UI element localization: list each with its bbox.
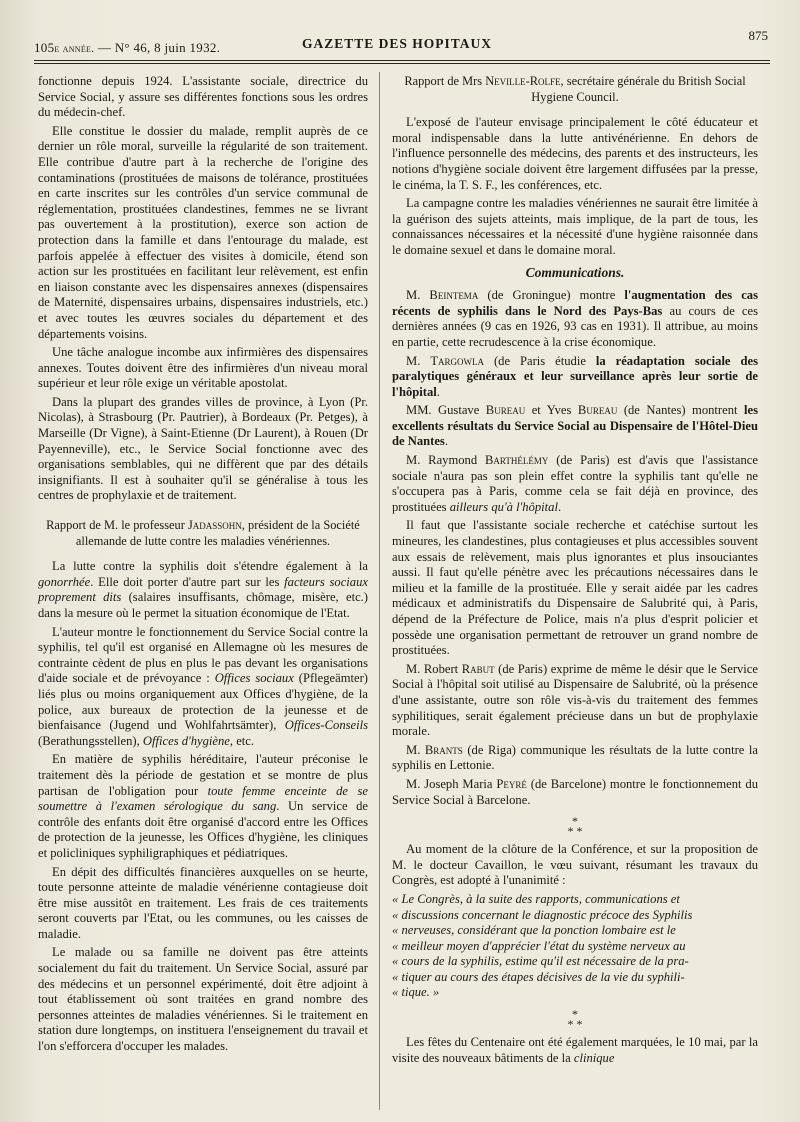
communication-beintema: M. Beintema (de Groningue) montre l'augmentation des cas récents de syphilis dans le Nord des Pays-Bas au cours de ces dernières années (9 cas en 1926, 93 cas en 1931). Il attribue, au moins en partie, cette recrudescence à la crise économique.	[392, 288, 759, 349]
left-column	[38, 74, 368, 1058]
header-rule-thin	[34, 63, 770, 64]
paragraph: En matière de syphilis héréditaire, l'auteur préconise le traitement dès la période de gestation et se montre de plus partisan de l'obligation pour toute femme enceinte de se soumettre à l'examen sérologique du sang. Un service de contrôle des enfants doit être organisé d'accord entre les Offices de protection de la jeunesse, les Offices d'hygiène, les cliniques et policliniques syphiligraphiques et pédiatriques.	[38, 752, 368, 860]
journal-title: GAZETTE DES HOPITAUX	[302, 36, 493, 51]
right-column	[392, 74, 758, 1069]
column-divider	[379, 72, 380, 1110]
quote-line: « meilleur moyen d'apprécier l'état du système nerveux au	[392, 938, 686, 953]
quote-line: « tique. »	[392, 985, 440, 1000]
page-header	[34, 26, 770, 60]
header-rule	[34, 60, 770, 61]
issue-info: 105e année. — N° 46, 8 juin 1932.	[34, 40, 221, 55]
communication-rabut: M. Robert Rabut (de Paris) exprime de même le désir que le Service Social à l'hôpital soit utilisé au Dispensaire de Salubrité, où la présence d'une assistante, outre son rôle vis-à-vis du traitement des femmes syphilitiques, serait également précieuse dans un but de prophylaxie morale.	[392, 661, 758, 739]
quote-line: « Le Congrès, à la suite des rapports, communications et	[392, 891, 680, 906]
report-heading-neville-rolfe: Rapport de Mrs Neville-Rolfe, secrétaire générale du British Social Hygiene Council.	[404, 74, 746, 104]
communication-bureau: MM. Gustave Bureau et Yves Bureau (de Nantes) montrent les excellents résultats du Service Social au Dispensaire de l'Hôtel-Dieu de Nantes.	[392, 403, 758, 449]
paragraph: En dépit des difficultés financières auxquelles on se heurte, toute personne atteinte de maladie vénérienne contagieuse doit être mise aussitôt en traitement. Les frais de ces traitements seront couverts par l'Etat, ou les communes, ou les caisses de maladie.	[38, 864, 368, 941]
communication-brants: M. Brants (de Riga) communique les résultats de la lutte contre la syphilis en Lettonie.	[392, 742, 759, 773]
section-title: Communications.	[525, 264, 625, 280]
resolution-quote	[392, 892, 758, 1001]
asterism-separator: * * *	[567, 1007, 583, 1032]
paragraph: L'exposé de l'auteur envisage principalement le côté éducateur et moral indispensable dans la lutte antivénérienne. En dehors de l'influence personnelle des médecins, des parents et des instructeurs, les notions d'hygiène sociale doivent être largement diffusées par la presse, le cinéma, la T. S. F., les conférences, etc.	[392, 115, 758, 192]
report-heading-jadassohn: Rapport de M. le professeur Jadassohn, président de la Société allemande de lutte contre les maladies vénériennes.	[46, 518, 360, 548]
paragraph: Dans la plupart des grandes villes de province, à Lyon (Pr. Nicolas), à Strasbourg (Pr. Pautrier), à Bordeaux (Pr. Petges), à Marseille (Dr Vigne), à Saint-Etienne (Dr Laurent), à Rouen (Dr Payenneville), etc., le Service Social fonctionne avec des organisations semblables, qui ne diffèrent que par des détails insignifiants. Il est à souhaiter qu'il se généralise à tous les centres de prophylaxie et de traitement.	[38, 394, 368, 503]
paragraph: La campagne contre les maladies vénériennes ne saurait être limitée à la guérison des sujets atteints, mais implique, de la part de tous, les connaissances nécessaires et la nécessité d'une hygiène raisonnée dans le domaine sexuel et dans le domaine moral.	[392, 196, 758, 257]
quote-line: « cours de la syphilis, estime qu'il est nécessaire de la pra-	[392, 954, 689, 969]
paragraph: L'auteur montre le fonctionnement du Service Social contre la syphilis, tel qu'il est organisé en Allemagne où les mesures de contrainte cèdent de plus en plus le pas devant les organisations d'aide sociale et de prévoyance : Offices sociaux (Pflegeämter) liés plus ou moins organiquement aux Offices d'hygiène, de la police, aux bureaux de protection de la jeunesse et de bienfaisance (Jugend und Wohlfahrtsämter), Offices-Conseils (Berathungsstellen), Offices d'hygiène, etc.	[38, 624, 368, 748]
communication-barthelemy: M. Raymond Barthélémy (de Paris) est d'avis que l'assistance sociale n'aura pas son plein effet contre la syphilis tant qu'elle ne s'occupera pas à Paris, comme cela se fait déjà en province, des prostituées ailleurs qu'à l'hôpital.	[392, 453, 758, 514]
quote-line: « discussions concernant le diagnostic précoce des Syphilis	[392, 907, 693, 922]
communication-peyre: M. Joseph Maria Peyré (de Barcelone) montre le fonctionnement du Service Social à Barcelone.	[392, 776, 758, 807]
quote-line: « nerveuses, considérant que la ponction lombaire est le	[392, 923, 676, 938]
paragraph: fonctionne depuis 1924. L'assistante sociale, directrice du Service Social, y assure ses différentes fonctions sous les ordres du médecin-chef.	[38, 74, 368, 120]
paragraph: Le malade ou sa famille ne doivent pas être atteints socialement du fait du traitement. Un Service Social, assuré par des médecins et un personnel expérimenté, doit être adjoint à tout établissement où sont traitées en grand nombre des personnes atteintes de maladies vénériennes. Si le traitement en station dure longtemps, on instituera l'enseignement du travail et l'on s'efforcera d'occuper les malades.	[38, 945, 368, 1054]
quote-line: « tiquer au cours des étapes décisives de la vie du syphili-	[392, 969, 685, 984]
paragraph: Au moment de la clôture de la Conférence, et sur la proposition de M. le docteur Cavaillon, le vœu suivant, résumant les travaux du Congrès, est adopté à l'unanimité :	[392, 842, 758, 888]
paragraph: Une tâche analogue incombe aux infirmières des dispensaires annexes. Toutes doivent être des infirmières d'un niveau moral supérieur et leur rôle exige un véritable apostolat.	[38, 345, 368, 391]
paragraph: Il faut que l'assistante sociale recherche et catéchise surtout les mineures, les clandestines, plus contagieuses et plus accessibles souvent aux essais de relèvement, mais plus ignorantes et plus insouciantes aussi. Il faut qu'elle pénètre avec les précautions nécessaires dans le milieu et la famille de la prostituée. Elle y serait aidée par les cadres médicaux et administratifs du Dispensaire de Salubrité qui, à Paris, dépend de la Préfecture de Police, mais n'a plus d'esprit policier et possède une organisation permettant de retrouver un grand nombre de prostituées.	[392, 518, 758, 658]
asterism-separator: * * *	[567, 814, 583, 839]
paragraph: Elle constitue le dossier du malade, remplit auprès de ce dernier un rôle moral, surveille la régularité de son traitement. Elle contribue d'autre part à la recherche de l'origine des contaminations (prostituées de maisons de tolérance, prostituées en carte inscrites sur les contrôles d'un service communal de réglementation, prostituées clandestines, femmes ne se livrant pas ouvertement à la prostitution), exerce son action de protection dans la famille et dans l'entourage du malade, est parfois appelée à effectuer des visites à domicile, étend son action sur les prostituées en facilitant leur relèvement, est enfin en liaison constante avec les dispensaires annexes (dispensaires de Maternité, dispensaires urbains, dispensaires industriels, etc.) et avec toutes les œuvres sociales du département et des départements voisins.	[38, 123, 368, 341]
paragraph: Les fêtes du Centenaire ont été également marquées, le 10 mai, par la visite des nouveaux bâtiments de la clinique	[392, 1035, 758, 1065]
communication-targowla: M. Targowla (de Paris étudie la réadaptation sociale des paralytiques généraux et leur surveillance après leur sortie de l'hôpital.	[392, 353, 758, 399]
page-number: 875	[748, 28, 768, 43]
paragraph: La lutte contre la syphilis doit s'étendre également à la gonorrhée. Elle doit porter d'autre part sur les facteurs sociaux proprement dits (salaires insuffisants, chômage, misère, etc.) dans la mesure où le permet la situation économique de l'Etat.	[38, 559, 369, 620]
